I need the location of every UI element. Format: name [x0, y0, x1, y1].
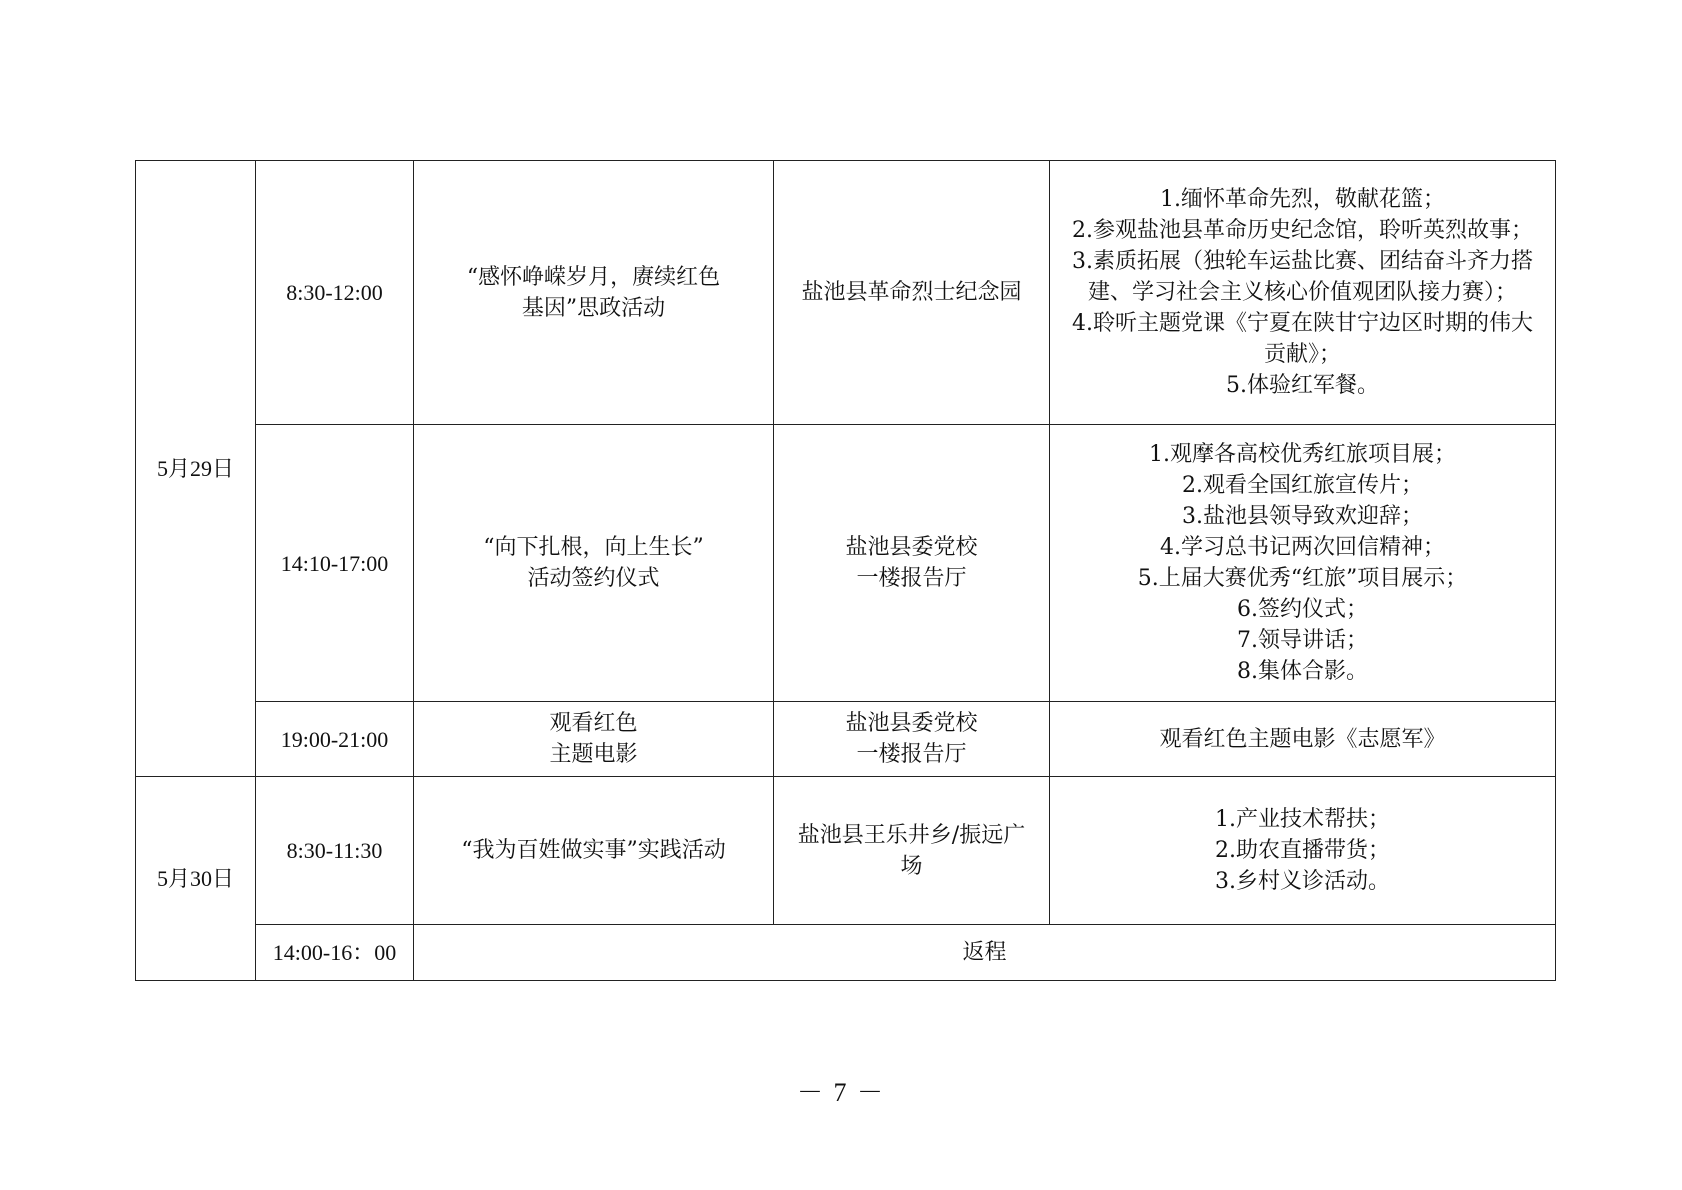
location-line: 一楼报告厅: [856, 566, 967, 591]
content-line: 建、学习社会主义核心价值观团队接力赛）；: [1087, 280, 1517, 305]
page-number: － 7 －: [796, 1078, 885, 1107]
activity-cell: [414, 702, 774, 777]
content-line: 4.学习总书记两次回信精神；: [1160, 535, 1445, 560]
location-cell: [774, 777, 1050, 925]
activity-cell: [414, 777, 774, 925]
activity-line: 主题电影: [549, 742, 638, 767]
content-line: 2.参观盐池县革命历史纪念馆，聆听英烈故事；: [1072, 218, 1533, 243]
location-line: 盐池县王乐井乡/振远广: [797, 822, 1026, 848]
content-line: 4.聆听主题党课《宁夏在陕甘宁边区时期的伟大: [1072, 311, 1533, 336]
content-cell: [1050, 777, 1556, 925]
content-line: 2.助农直播带货；: [1215, 838, 1390, 863]
activity-line: “我为百姓做实事”实践活动: [461, 838, 726, 863]
content-line: 1.观摩各高校优秀红旅项目展；: [1149, 442, 1456, 467]
content-line: 5.体验红军餐。: [1226, 373, 1379, 398]
content-line: 7.领导讲话；: [1237, 628, 1368, 653]
location-cell: [774, 702, 1050, 777]
content-line: 观看红色主题电影《志愿军》: [1159, 726, 1446, 752]
content-line: 1.缅怀革命先烈，敬献花篮；: [1160, 187, 1445, 212]
content-line: 3.盐池县领导致欢迎辞；: [1182, 504, 1423, 529]
content-cell: [1050, 425, 1556, 702]
time-cell: 8:30-12:00: [256, 161, 414, 425]
table-row: [136, 161, 1556, 425]
location-line: 一楼报告厅: [856, 742, 967, 767]
activity-line: 基因”思政活动: [521, 295, 666, 321]
schedule-table: [135, 160, 1556, 981]
content-line: 3.素质拓展（独轮车运盐比赛、团结奋斗齐力搭: [1072, 249, 1533, 274]
time-cell: 14:00-16：00: [256, 925, 414, 981]
time-cell: 8:30-11:30: [256, 777, 414, 925]
activity-line: 观看红色: [549, 711, 638, 736]
table-row: [136, 777, 1556, 925]
table-row: [136, 925, 1556, 981]
date-cell: 5月29日: [136, 161, 256, 777]
location-line: 盐池县委党校: [845, 711, 978, 736]
location-line: 场: [900, 853, 923, 879]
location-cell: [774, 161, 1050, 425]
location-cell: [774, 425, 1050, 702]
content-line: 1.产业技术帮扶；: [1215, 807, 1390, 832]
activity-cell: [414, 161, 774, 425]
activity-line: 活动签约仪式: [527, 566, 660, 591]
activity-cell: [414, 425, 774, 702]
time-cell: 19:00-21:00: [256, 702, 414, 777]
content-line: 3.乡村义诊活动。: [1215, 869, 1390, 894]
activity-line: “感怀峥嵘岁月，赓续红色: [466, 264, 721, 290]
content-cell: [1050, 161, 1556, 425]
activity-line: “向下扎根，向上生长”: [483, 535, 704, 560]
content-line: 2.观看全国红旅宣传片；: [1182, 473, 1423, 498]
table-row: [136, 702, 1556, 777]
content-cell: [1050, 702, 1556, 777]
location-line: 盐池县委党校: [845, 535, 978, 560]
time-cell: 14:10-17:00: [256, 425, 414, 702]
merged-cell: 返程: [414, 925, 1556, 981]
content-line: 6.签约仪式；: [1237, 597, 1368, 622]
table-row: [136, 425, 1556, 702]
content-line: 贡献》；: [1263, 342, 1341, 367]
location-line: 盐池县革命烈士纪念园: [801, 280, 1022, 305]
content-line: 5.上届大赛优秀“红旅”项目展示；: [1137, 566, 1468, 591]
date-cell: 5月30日: [136, 777, 256, 981]
content-line: 8.集体合影。: [1237, 659, 1368, 684]
